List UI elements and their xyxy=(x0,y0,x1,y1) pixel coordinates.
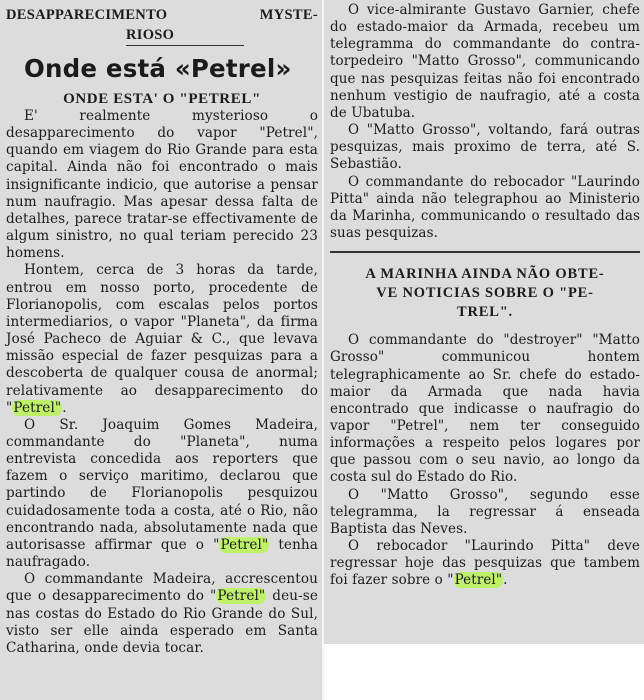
highlight-petrel: Petrel" xyxy=(220,536,269,553)
kicker xyxy=(6,7,318,24)
paragraph-6: O "Matto Grosso", voltando, fará outras pesquizas, mais proximo de terra, até S. Sebastião. xyxy=(330,122,640,173)
section-divider xyxy=(330,251,640,253)
highlight-petrel: Petrel" xyxy=(454,572,503,589)
paragraph-8: O commandante do "destroyer" "Matto Grosso" communicou hontem telegraphicamente ao Sr. chefe do estado-maior da Armada que nada havia encontrado que indicasse o naufragio do vapor "Petrel", nem ter conseguido informações a respeito pelos logares por que passou com o seu navio, ao longo da costa sul do Estado do Rio. xyxy=(330,332,640,486)
kicker-word-1: DESAPPARECIMENTO xyxy=(6,7,168,23)
paragraph-10: O rebocador "Laurindo Pitta" deve regressar hoje das pesquizas que tambem foi fazer sobre o "Petrel". xyxy=(330,538,640,589)
paragraph-9: O "Matto Grosso", segundo esse telegramma, la regressar á enseada Baptista das Neves. xyxy=(330,486,640,537)
paragraph-4: O commandante Madeira, accrescentou que o desapparecimento do "Petrel" deu-se nas costas do Estado do Rio Grande do Sul, visto ser elle ainda esperado em Santa Catharina, onde devia tocar. xyxy=(6,571,318,656)
headline: Onde está «Petrel» xyxy=(24,54,292,83)
kicker-underline xyxy=(126,45,244,46)
right-column xyxy=(324,0,644,644)
kicker-word-2: MYSTE- xyxy=(259,7,318,23)
subheading: ONDE ESTA' O "PETREL" xyxy=(63,91,261,107)
paragraph-5: O vice-almirante Gustavo Garnier, chefe do estado-maior da Armada, recebeu um telegramma do commandante do contra-torpedeiro "Matto Grosso", communicando que nas pesquizas feitas não foi encontrado nenhum vestigio de naufragio, até a costa de Ubatuba. xyxy=(330,2,640,121)
highlight-petrel: Petrel" xyxy=(217,588,266,605)
paragraph-7: O commandante do rebocador "Laurindo Pitta" ainda não telegraphou ao Ministerio da Marinha, communicando o resultado das suas pesquizas. xyxy=(330,173,640,242)
section-heading: A MARINHA AINDA NÃO OBTE- VE NOTICIAS SOBRE O "PE- TREL". xyxy=(365,266,605,321)
paragraph-1: E' realmente mysterioso o desapparecimento do vapor "Petrel", quando em viagem do Rio Grande para esta capital. Ainda não foi encontrado o mais insignificante indicio, que autorise a pensar num naufragio. Mas apesar dessa falta de detalhes, parece tratar-se effectivamente de algum sinistro, no qual teriam perecido 23 homens. xyxy=(6,108,318,262)
paragraph-2: Hontem, cerca de 3 horas da tarde, entrou em nosso porto, procedente de Florianopolis, com escalas pelos portos intermediarios, o vapor "Planeta", da firma José Pacheco de Aguiar & C., que levava missão especial de fazer pesquizas para a descoberta de qualquer cousa de anormal; relativamente ao desapparecimento do "Petrel". xyxy=(6,262,318,416)
paragraph-3: O Sr. Joaquim Gomes Madeira, commandante do "Planeta", numa entrevista concedida aos reporters que fazem o serviço maritimo, declarou que partindo de Florianopolis pesquizou cuidadosamente toda a costa, até o Rio, não encontrando nada, absolutamente nada que autorisasse affirmar que o "Petrel" tenha naufragado. xyxy=(6,416,318,571)
kicker-line-2: RIOSO xyxy=(126,27,175,43)
highlight-petrel: Petrel" xyxy=(13,399,62,416)
